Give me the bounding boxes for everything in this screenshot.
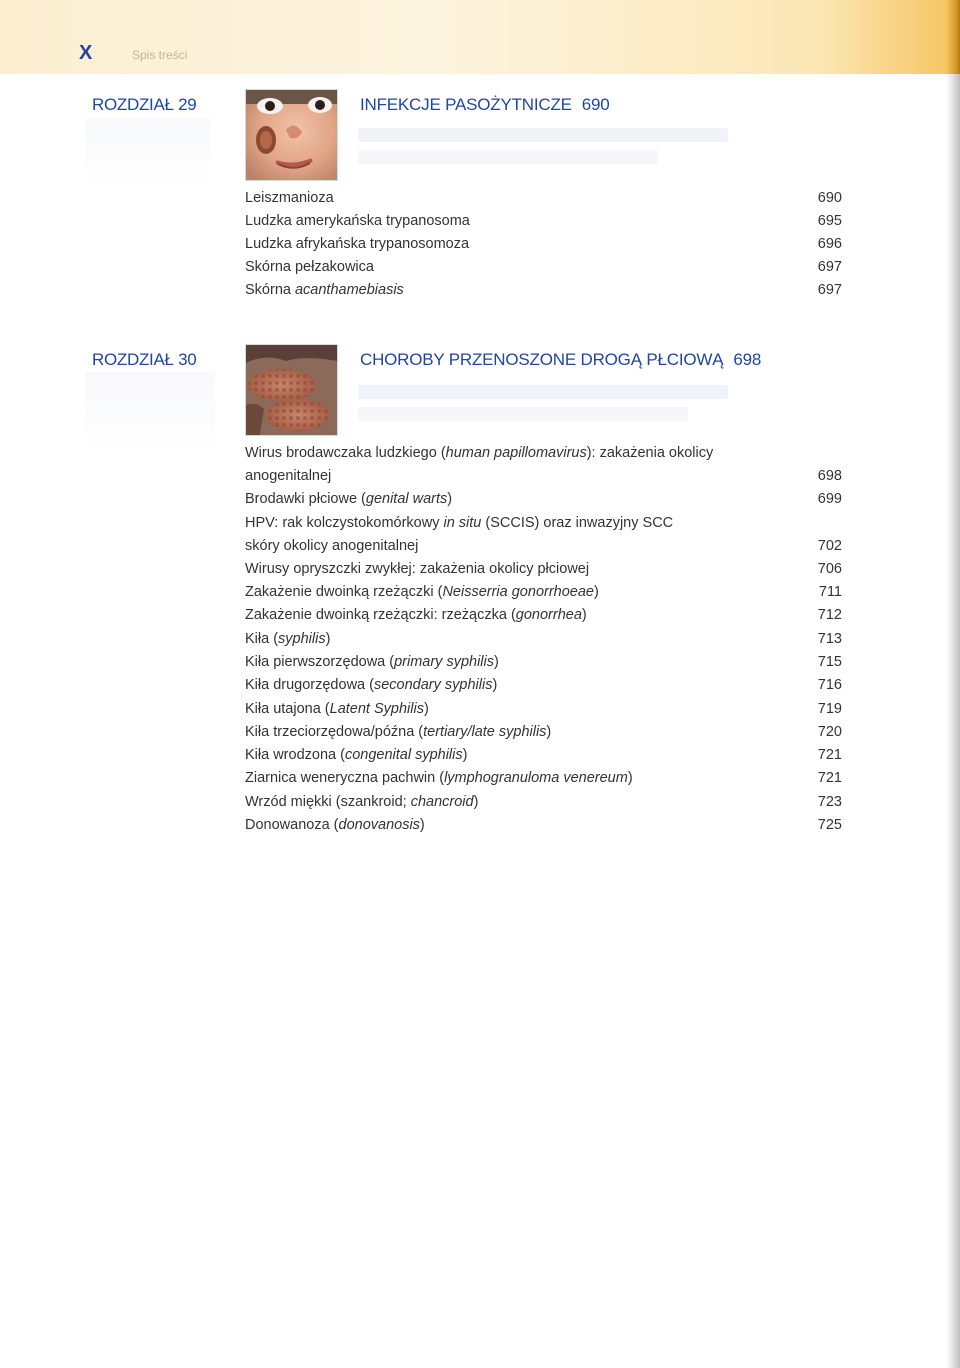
toc-entry-page: 697 [817, 282, 842, 298]
toc-entry-page: 706 [817, 561, 842, 577]
chapter-30-bleed-through [85, 372, 215, 452]
toc-entry-title-italic: gonorrhea [515, 607, 582, 623]
toc-entry-title [245, 814, 425, 837]
toc-entry-title-italic: lymphogranuloma venereum [444, 770, 628, 786]
toc-entry-page: 697 [817, 259, 842, 275]
toc-entry-page: 715 [817, 654, 842, 670]
toc-entry-title: Ludzka afrykańska trypanosomoza [245, 236, 470, 252]
toc-entry-title-plain: ) [419, 817, 425, 833]
chapter-title [360, 95, 610, 115]
chapter-30-bleed-through-bar [358, 385, 728, 399]
toc-entry-page: 721 [817, 747, 842, 763]
toc-entry-page: 699 [817, 491, 842, 507]
toc-entry-title [245, 512, 673, 535]
toc-entry[interactable] [245, 187, 842, 210]
toc-entry[interactable] [245, 558, 842, 581]
toc-entry-page: 690 [817, 190, 842, 206]
chapter-29-bleed-through [85, 118, 210, 188]
toc-entry[interactable] [245, 233, 842, 256]
chapter-label: ROZDZIAŁ 30 [92, 350, 197, 369]
toc-entry-title-plain: ) [325, 631, 331, 647]
toc-entry-title-plain: Zakażenie dwoinką rzeżączki: rzeżączka ( [245, 607, 516, 623]
toc-entry-title-plain: Kiła ( [245, 631, 279, 647]
toc-entry[interactable] [245, 767, 842, 790]
toc-entry-page: 721 [817, 770, 842, 786]
child-face-lesion-photo [246, 90, 337, 180]
toc-entry-title-italic: genital warts [365, 491, 448, 507]
toc-entry-title-plain: Kiła pierwszorzędowa ( [245, 654, 395, 670]
chapter-label: ROZDZIAŁ 29 [92, 95, 197, 114]
toc-entry-page: 716 [817, 677, 842, 693]
toc-entry[interactable] [245, 256, 842, 279]
toc-entry-title-plain: ) [462, 747, 468, 763]
chapter-29-bleed-through-bar [358, 128, 728, 142]
chapter-start-page: 698 [733, 350, 762, 369]
toc-entry-title-plain: ) [492, 677, 498, 693]
toc-entry-title [245, 651, 499, 674]
toc-entry-title-italic: Neisserria gonorrhoeae [442, 584, 594, 600]
toc-entry-title-plain: Wirus brodawczaka ludzkiego ( [245, 445, 446, 461]
toc-entry-title-continued: skóry okolicy anogenitalnej [245, 538, 419, 554]
toc-entry-title: Ludzka amerykańska trypanosoma [245, 213, 470, 229]
toc-entry-title [245, 791, 478, 814]
toc-entry-title [245, 628, 330, 651]
toc-entry-title-plain: Kiła wrodzona ( [245, 747, 345, 763]
toc-entry-title-plain: ) [581, 607, 587, 623]
toc-entry-title-italic: donovanosis [338, 817, 420, 833]
toc-entry-title-plain: Kiła utajona ( [245, 701, 330, 717]
toc-entry-page: 695 [817, 213, 842, 229]
toc-entry-title [245, 744, 467, 767]
toc-entry-title-plain: Ziarnica weneryczna pachwin ( [245, 770, 445, 786]
toc-entry[interactable] [245, 210, 842, 233]
page-edge-shadow [946, 0, 960, 1368]
chapter-30-bleed-through-bar [358, 407, 688, 421]
toc-entry-title-plain: ) [627, 770, 633, 786]
toc-entry-title-plain: HPV: rak kolczystokomórkowy [245, 515, 444, 531]
toc-entry[interactable] [245, 721, 842, 744]
toc-entry-page: 712 [817, 607, 842, 623]
chapter-30-image [245, 344, 338, 436]
chapter-start-page: 690 [581, 95, 610, 114]
toc-entry[interactable] [245, 488, 842, 511]
page-header-band [0, 0, 960, 74]
toc-entry-page: 725 [817, 817, 842, 833]
toc-entry[interactable] [245, 604, 842, 627]
toc-entry-title-plain: Wrzód miękki (szankroid; [245, 794, 411, 810]
toc-entry-title [245, 674, 497, 697]
toc-entry-title-plain: ) [423, 701, 429, 717]
toc-entry[interactable] [245, 442, 842, 488]
toc-entry[interactable] [245, 581, 842, 604]
toc-entry-title-italic: tertiary/late syphilis [423, 724, 547, 740]
toc-entry-title-italic: Latent Syphilis [329, 701, 424, 717]
toc-entry-title-plain: (SCCIS) oraz inwazyjny SCC [481, 515, 674, 531]
toc-entry-title-continued: anogenitalnej [245, 468, 332, 484]
toc-entry-title-plain: Skórna [245, 282, 295, 298]
toc-entry-title [245, 558, 589, 581]
toc-entry-title [245, 604, 587, 627]
chapter-title-text: INFEKCJE PASOŻYTNICZE [360, 95, 572, 114]
toc-entry-page: 702 [817, 538, 842, 554]
toc-entry-page: 720 [817, 724, 842, 740]
toc-entry[interactable] [245, 698, 842, 721]
toc-entry-title-plain: ): zakażenia okolicy [586, 445, 714, 461]
toc-entry-page: 723 [817, 794, 842, 810]
toc-entry-title-plain: ) [447, 491, 453, 507]
toc-entry-page: 719 [817, 701, 842, 717]
toc-entry-title: Skórna pełzakowica [245, 259, 374, 275]
toc-entry-page: 696 [817, 236, 842, 252]
toc-entry-title-italic: acanthamebiasis [294, 282, 404, 298]
genital-warts-photo [246, 345, 337, 435]
toc-entry-title-italic: secondary syphilis [373, 677, 493, 693]
toc-entry-title-italic: syphilis [278, 631, 326, 647]
toc-entry[interactable] [245, 814, 842, 837]
toc-entry-page: 713 [817, 631, 842, 647]
toc-entry[interactable] [245, 279, 842, 302]
toc-entry[interactable] [245, 651, 842, 674]
toc-entry-page: 711 [818, 584, 842, 600]
page-edge-tab [946, 0, 960, 74]
toc-entry-title [245, 698, 429, 721]
toc-entry-title [245, 721, 551, 744]
toc-entry-title-plain: Brodawki płciowe ( [245, 491, 366, 507]
toc-entry-title-plain: ) [546, 724, 552, 740]
toc-entry-title-plain: Wirusy opryszczki zwykłej: zakażenia okolicy płciowej [245, 561, 590, 577]
toc-entry-title-plain: Donowanoza ( [245, 817, 339, 833]
toc-entry-title-italic: congenital syphilis [344, 747, 463, 763]
page-number: X [79, 42, 92, 64]
toc-entry-title-plain: Kiła drugorzędowa ( [245, 677, 374, 693]
chapter-29-image [245, 89, 338, 181]
toc-entry[interactable] [245, 512, 842, 558]
toc-entry-title-plain: ) [473, 794, 479, 810]
toc-entry-page: 698 [817, 468, 842, 484]
toc-entry-title [245, 279, 404, 302]
chapter-29-bleed-through-bar [358, 150, 658, 164]
toc-entry-title [245, 442, 713, 465]
toc-entry[interactable] [245, 628, 842, 651]
toc-entry-title [245, 581, 599, 604]
toc-entry-title-plain: Kiła trzeciorzędowa/późna ( [245, 724, 424, 740]
toc-entry-title-plain: ) [494, 654, 499, 670]
toc-entry-title [245, 767, 633, 790]
toc-entry-title [245, 488, 452, 511]
running-header-title: Spis treści [132, 48, 188, 62]
toc-entry-title-italic: primary syphilis [394, 654, 495, 670]
toc-entry-title-italic: human papillomavirus [445, 445, 587, 461]
toc-entry-title-italic: chancroid [410, 794, 474, 810]
toc-entry[interactable] [245, 791, 842, 814]
toc-entry-title-plain: Zakażenie dwoinką rzeżączki ( [245, 584, 443, 600]
chapter-title-text: CHOROBY PRZENOSZONE DROGĄ PŁCIOWĄ [360, 350, 724, 369]
toc-entry-title-italic: in situ [443, 515, 482, 531]
toc-entry-title-plain: ) [593, 584, 599, 600]
toc-entry[interactable] [245, 674, 842, 697]
toc-entry[interactable] [245, 744, 842, 767]
toc-entry-title: Leiszmanioza [245, 190, 334, 206]
chapter-title [360, 350, 761, 370]
